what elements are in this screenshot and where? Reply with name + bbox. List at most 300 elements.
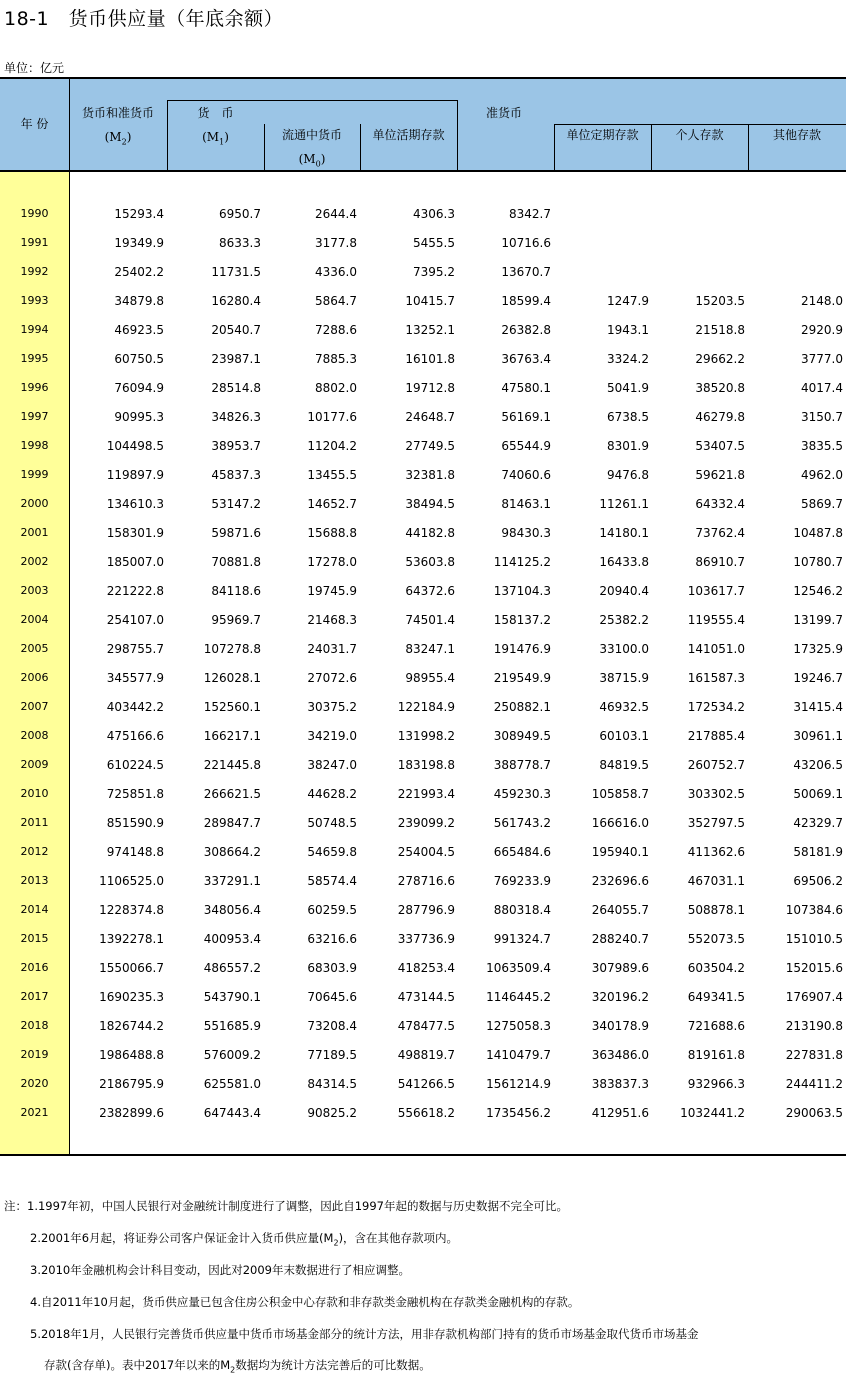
cell-m0: 13455.5 xyxy=(307,468,357,482)
row-year: 1992 xyxy=(20,265,49,278)
cell-quasi: 65544.9 xyxy=(501,439,551,453)
cell-time-dep: 264055.7 xyxy=(591,903,649,917)
cell-m2: 345577.9 xyxy=(106,671,164,685)
cell-demand: 278716.6 xyxy=(397,874,455,888)
cell-m1: 543790.1 xyxy=(203,990,261,1004)
row-year: 2001 xyxy=(20,526,49,539)
cell-quasi: 308949.5 xyxy=(493,729,551,743)
header-bottom-rule xyxy=(0,170,846,172)
cell-m2: 185007.0 xyxy=(106,555,164,569)
cell-time-dep: 38715.9 xyxy=(599,671,649,685)
cell-other: 244411.2 xyxy=(785,1077,843,1091)
row-year: 1995 xyxy=(20,352,49,365)
cell-m2: 1392278.1 xyxy=(99,932,164,946)
row-year: 1997 xyxy=(20,410,49,423)
cell-quasi: 114125.2 xyxy=(493,555,551,569)
row-year: 2010 xyxy=(20,787,49,800)
cell-demand: 337736.9 xyxy=(397,932,455,946)
cell-m0: 11204.2 xyxy=(307,439,357,453)
cell-m0: 24031.7 xyxy=(307,642,357,656)
cell-m1: 647443.4 xyxy=(203,1106,261,1120)
cell-demand: 473144.5 xyxy=(397,990,455,1004)
cell-other: 10780.7 xyxy=(793,555,843,569)
cell-other: 3835.5 xyxy=(801,439,843,453)
cell-m1: 28514.8 xyxy=(211,381,261,395)
cell-personal: 649341.5 xyxy=(687,990,745,1004)
cell-m0: 44628.2 xyxy=(307,787,357,801)
cell-time-dep: 9476.8 xyxy=(607,468,649,482)
cell-m2: 1228374.8 xyxy=(99,903,164,917)
cell-other: 2920.9 xyxy=(801,323,843,337)
row-year: 2014 xyxy=(20,903,49,916)
cell-m0: 54659.8 xyxy=(307,845,357,859)
cell-personal: 172534.2 xyxy=(687,700,745,714)
cell-quasi: 18599.4 xyxy=(501,294,551,308)
cell-m0: 7885.3 xyxy=(315,352,357,366)
cell-m1: 70881.8 xyxy=(211,555,261,569)
cell-m0: 30375.2 xyxy=(307,700,357,714)
cell-personal: 303302.5 xyxy=(687,787,745,801)
cell-personal: 411362.6 xyxy=(687,845,745,859)
cell-demand: 131998.2 xyxy=(397,729,455,743)
cell-demand: 32381.8 xyxy=(405,468,455,482)
header-rule-m1 xyxy=(167,100,457,101)
cell-demand: 183198.8 xyxy=(397,758,455,772)
cell-m2: 158301.9 xyxy=(106,526,164,540)
cell-m1: 45837.3 xyxy=(211,468,261,482)
cell-m1: 38953.7 xyxy=(211,439,261,453)
cell-m1: 266621.5 xyxy=(203,787,261,801)
cell-m0: 10177.6 xyxy=(307,410,357,424)
cell-time-dep: 1247.9 xyxy=(607,294,649,308)
cell-other: 5869.7 xyxy=(801,497,843,511)
cell-m1: 551685.9 xyxy=(203,1019,261,1033)
cell-m2: 60750.5 xyxy=(114,352,164,366)
cell-time-dep: 363486.0 xyxy=(591,1048,649,1062)
row-year: 1991 xyxy=(20,236,49,249)
cell-m2: 2186795.9 xyxy=(99,1077,164,1091)
cell-other: 213190.8 xyxy=(785,1019,843,1033)
cell-time-dep: 46932.5 xyxy=(599,700,649,714)
cell-quasi: 13670.7 xyxy=(501,265,551,279)
cell-other: 43206.5 xyxy=(793,758,843,772)
row-year: 1996 xyxy=(20,381,49,394)
cell-personal: 932966.3 xyxy=(687,1077,745,1091)
cell-m0: 58574.4 xyxy=(307,874,357,888)
cell-m2: 134610.3 xyxy=(106,497,164,511)
cell-time-dep: 166616.0 xyxy=(591,816,649,830)
cell-m0: 2644.4 xyxy=(315,207,357,221)
row-year: 2016 xyxy=(20,961,49,974)
cell-personal: 260752.7 xyxy=(687,758,745,772)
cell-other: 4962.0 xyxy=(801,468,843,482)
cell-m1: 8633.3 xyxy=(219,236,261,250)
cell-m0: 73208.4 xyxy=(307,1019,357,1033)
cell-time-dep: 25382.2 xyxy=(599,613,649,627)
row-year: 2020 xyxy=(20,1077,49,1090)
cell-personal: 73762.4 xyxy=(695,526,745,540)
cell-other: 152015.6 xyxy=(785,961,843,975)
header-divider-quasi xyxy=(457,100,458,171)
cell-m0: 17278.0 xyxy=(307,555,357,569)
cell-demand: 10415.7 xyxy=(405,294,455,308)
row-year: 2008 xyxy=(20,729,49,742)
cell-personal: 59621.8 xyxy=(695,468,745,482)
cell-m1: 152560.1 xyxy=(203,700,261,714)
unit-label: 单位：亿元 xyxy=(4,61,65,75)
cell-m2: 1550066.7 xyxy=(99,961,164,975)
cell-demand: 53603.8 xyxy=(405,555,455,569)
cell-time-dep: 20940.4 xyxy=(599,584,649,598)
note-1: 注：1.1997年初，中国人民银行对金融统计制度进行了调整，因此自1997年起的数据与历史数据不完全可比。 xyxy=(4,1199,569,1213)
cell-quasi: 26382.8 xyxy=(501,323,551,337)
cell-quasi: 1146445.2 xyxy=(486,990,551,1004)
cell-quasi: 158137.2 xyxy=(493,613,551,627)
cell-m2: 34879.8 xyxy=(114,294,164,308)
cell-personal: 46279.8 xyxy=(695,410,745,424)
cell-quasi: 191476.9 xyxy=(493,642,551,656)
cell-m0: 50748.5 xyxy=(307,816,357,830)
cell-personal: 86910.7 xyxy=(695,555,745,569)
cell-quasi: 74060.6 xyxy=(501,468,551,482)
cell-m2: 221222.8 xyxy=(106,584,164,598)
cell-demand: 4306.3 xyxy=(413,207,455,221)
cell-m2: 15293.4 xyxy=(114,207,164,221)
cell-demand: 44182.8 xyxy=(405,526,455,540)
row-year: 2000 xyxy=(20,497,49,510)
cell-other: 42329.7 xyxy=(793,816,843,830)
cell-time-dep: 33100.0 xyxy=(599,642,649,656)
cell-time-dep: 288240.7 xyxy=(591,932,649,946)
cell-m1: 348056.4 xyxy=(203,903,261,917)
cell-other: 3777.0 xyxy=(801,352,843,366)
cell-m1: 23987.1 xyxy=(211,352,261,366)
cell-quasi: 98430.3 xyxy=(501,526,551,540)
cell-other: 10487.8 xyxy=(793,526,843,540)
cell-quasi: 36763.4 xyxy=(501,352,551,366)
cell-m0: 4336.0 xyxy=(315,265,357,279)
cell-demand: 478477.5 xyxy=(397,1019,455,1033)
cell-demand: 74501.4 xyxy=(405,613,455,627)
cell-m1: 289847.7 xyxy=(203,816,261,830)
cell-m1: 20540.7 xyxy=(211,323,261,337)
cell-m2: 76094.9 xyxy=(114,381,164,395)
cell-personal: 38520.8 xyxy=(695,381,745,395)
header-m2: 货币和准货币 xyxy=(81,106,154,120)
cell-quasi: 459230.3 xyxy=(493,787,551,801)
cell-m0: 60259.5 xyxy=(307,903,357,917)
cell-m2: 90995.3 xyxy=(114,410,164,424)
cell-other: 176907.4 xyxy=(785,990,843,1004)
cell-quasi: 665484.6 xyxy=(493,845,551,859)
cell-m2: 19349.9 xyxy=(114,236,164,250)
cell-time-dep: 383837.3 xyxy=(591,1077,649,1091)
cell-time-dep: 5041.9 xyxy=(607,381,649,395)
cell-m0: 63216.6 xyxy=(307,932,357,946)
row-year: 2021 xyxy=(20,1106,49,1119)
cell-m1: 576009.2 xyxy=(203,1048,261,1062)
cell-time-dep: 11261.1 xyxy=(599,497,649,511)
cell-demand: 254004.5 xyxy=(397,845,455,859)
cell-other: 17325.9 xyxy=(793,642,843,656)
cell-m0: 3177.8 xyxy=(315,236,357,250)
cell-quasi: 10716.6 xyxy=(501,236,551,250)
cell-demand: 556618.2 xyxy=(397,1106,455,1120)
cell-m0: 70645.6 xyxy=(307,990,357,1004)
row-year: 2015 xyxy=(20,932,49,945)
cell-quasi: 880318.4 xyxy=(493,903,551,917)
cell-personal: 64332.4 xyxy=(695,497,745,511)
cell-demand: 221993.4 xyxy=(397,787,455,801)
cell-personal: 1032441.2 xyxy=(680,1106,745,1120)
cell-m2: 725851.8 xyxy=(106,787,164,801)
cell-other: 227831.8 xyxy=(785,1048,843,1062)
row-year: 2005 xyxy=(20,642,49,655)
cell-m0: 14652.7 xyxy=(307,497,357,511)
cell-quasi: 388778.7 xyxy=(493,758,551,772)
cell-time-dep: 8301.9 xyxy=(607,439,649,453)
cell-time-dep: 232696.6 xyxy=(591,874,649,888)
cell-other: 2148.0 xyxy=(801,294,843,308)
cell-m1: 486557.2 xyxy=(203,961,261,975)
cell-m2: 2382899.6 xyxy=(99,1106,164,1120)
cell-time-dep: 195940.1 xyxy=(591,845,649,859)
cell-m2: 851590.9 xyxy=(106,816,164,830)
cell-m0: 5864.7 xyxy=(315,294,357,308)
cell-demand: 498819.7 xyxy=(397,1048,455,1062)
cell-m2: 1690235.3 xyxy=(99,990,164,1004)
cell-quasi: 1275058.3 xyxy=(486,1019,551,1033)
cell-m2: 403442.2 xyxy=(106,700,164,714)
cell-m2: 104498.5 xyxy=(106,439,164,453)
cell-time-dep: 14180.1 xyxy=(599,526,649,540)
cell-m1: 400953.4 xyxy=(203,932,261,946)
cell-other: 19246.7 xyxy=(793,671,843,685)
cell-other: 151010.5 xyxy=(785,932,843,946)
cell-m2: 254107.0 xyxy=(106,613,164,627)
cell-other: 31415.4 xyxy=(793,700,843,714)
cell-m2: 119897.9 xyxy=(106,468,164,482)
cell-m1: 6950.7 xyxy=(219,207,261,221)
cell-demand: 122184.9 xyxy=(397,700,455,714)
cell-demand: 19712.8 xyxy=(405,381,455,395)
cell-demand: 287796.9 xyxy=(397,903,455,917)
cell-m1: 34826.3 xyxy=(211,410,261,424)
cell-other: 12546.2 xyxy=(793,584,843,598)
cell-quasi: 8342.7 xyxy=(509,207,551,221)
row-year: 2013 xyxy=(20,874,49,887)
cell-personal: 15203.5 xyxy=(695,294,745,308)
cell-m1: 308664.2 xyxy=(203,845,261,859)
cell-m1: 84118.6 xyxy=(211,584,261,598)
cell-quasi: 47580.1 xyxy=(501,381,551,395)
cell-time-dep: 340178.9 xyxy=(591,1019,649,1033)
year-column-divider xyxy=(69,78,70,1155)
cell-personal: 603504.2 xyxy=(687,961,745,975)
cell-m0: 34219.0 xyxy=(307,729,357,743)
cell-m1: 166217.1 xyxy=(203,729,261,743)
row-year: 1993 xyxy=(20,294,49,307)
cell-m1: 107278.8 xyxy=(203,642,261,656)
row-year: 2019 xyxy=(20,1048,49,1061)
header-demand-deposits: 单位活期存款 xyxy=(372,128,445,142)
cell-other: 30961.1 xyxy=(793,729,843,743)
cell-m1: 53147.2 xyxy=(211,497,261,511)
cell-m2: 1106525.0 xyxy=(99,874,164,888)
cell-personal: 552073.5 xyxy=(687,932,745,946)
cell-demand: 27749.5 xyxy=(405,439,455,453)
cell-personal: 721688.6 xyxy=(687,1019,745,1033)
cell-other: 290063.5 xyxy=(785,1106,843,1120)
header-m2-symbol: $(M_2)$ xyxy=(104,130,132,147)
cell-other: 50069.1 xyxy=(793,787,843,801)
cell-m2: 610224.5 xyxy=(106,758,164,772)
cell-time-dep: 105858.7 xyxy=(591,787,649,801)
cell-demand: 7395.2 xyxy=(413,265,455,279)
cell-other: 107384.6 xyxy=(785,903,843,917)
cell-time-dep: 412951.6 xyxy=(591,1106,649,1120)
cell-time-dep: 84819.5 xyxy=(599,758,649,772)
cell-m1: 16280.4 xyxy=(211,294,261,308)
cell-time-dep: 60103.1 xyxy=(599,729,649,743)
cell-m1: 11731.5 xyxy=(211,265,261,279)
cell-quasi: 561743.2 xyxy=(493,816,551,830)
cell-personal: 29662.2 xyxy=(695,352,745,366)
cell-quasi: 81463.1 xyxy=(501,497,551,511)
cell-personal: 217885.4 xyxy=(687,729,745,743)
cell-other: 4017.4 xyxy=(801,381,843,395)
cell-personal: 508878.1 xyxy=(687,903,745,917)
cell-m2: 475166.6 xyxy=(106,729,164,743)
cell-m1: 221445.8 xyxy=(203,758,261,772)
cell-demand: 83247.1 xyxy=(405,642,455,656)
cell-m0: 84314.5 xyxy=(307,1077,357,1091)
cell-quasi: 1735456.2 xyxy=(486,1106,551,1120)
row-year: 2002 xyxy=(20,555,49,568)
cell-m0: 8802.0 xyxy=(315,381,357,395)
cell-m2: 46923.5 xyxy=(114,323,164,337)
cell-quasi: 1063509.4 xyxy=(486,961,551,975)
cell-time-dep: 320196.2 xyxy=(591,990,649,1004)
row-year: 1998 xyxy=(20,439,49,452)
cell-other: 58181.9 xyxy=(793,845,843,859)
cell-other: 69506.2 xyxy=(793,874,843,888)
cell-personal: 352797.5 xyxy=(687,816,745,830)
row-year: 2017 xyxy=(20,990,49,1003)
header-quasi-money: 准货币 xyxy=(486,106,523,120)
cell-demand: 16101.8 xyxy=(405,352,455,366)
cell-personal: 161587.3 xyxy=(687,671,745,685)
cell-m1: 126028.1 xyxy=(203,671,261,685)
cell-m0: 19745.9 xyxy=(307,584,357,598)
cell-demand: 5455.5 xyxy=(413,236,455,250)
cell-time-dep: 6738.5 xyxy=(607,410,649,424)
cell-demand: 38494.5 xyxy=(405,497,455,511)
cell-personal: 141051.0 xyxy=(687,642,745,656)
table-top-rule xyxy=(0,77,846,79)
year-column-background xyxy=(0,171,69,1154)
header-m0: 流通中货币 xyxy=(281,128,342,142)
cell-m0: 90825.2 xyxy=(307,1106,357,1120)
cell-m1: 337291.1 xyxy=(203,874,261,888)
note-4: 4.自2011年10月起，货币供应量已包含住房公积金中心存款和非存款类金融机构在存款类金融机构的存款。 xyxy=(30,1295,580,1309)
table-bottom-rule xyxy=(0,1154,846,1156)
cell-demand: 13252.1 xyxy=(405,323,455,337)
cell-quasi: 56169.1 xyxy=(501,410,551,424)
cell-m0: 68303.9 xyxy=(307,961,357,975)
header-personal-deposits: 个人存款 xyxy=(675,128,724,142)
cell-m0: 15688.8 xyxy=(307,526,357,540)
header-m1-symbol: $(M_1)$ xyxy=(202,130,229,147)
note-5: 5.2018年1月，人民银行完善货币供应量中货币市场基金部分的统计方法，用非存款机构部门持有的货币市场基金取代货币市场基金 xyxy=(30,1327,699,1341)
cell-m2: 25402.2 xyxy=(114,265,164,279)
row-year: 2004 xyxy=(20,613,49,626)
cell-time-dep: 3324.2 xyxy=(607,352,649,366)
row-year: 2007 xyxy=(20,700,49,713)
cell-m2: 1986488.8 xyxy=(99,1048,164,1062)
note-2: 2.2001年6月起，将证券公司客户保证金计入货币供应量$(M_2)$，含在其他存款项内。 xyxy=(30,1231,459,1248)
cell-m1: 625581.0 xyxy=(203,1077,261,1091)
cell-m1: 59871.6 xyxy=(211,526,261,540)
row-year: 1990 xyxy=(20,207,49,220)
cell-personal: 103617.7 xyxy=(687,584,745,598)
cell-time-dep: 307989.6 xyxy=(591,961,649,975)
row-year: 2009 xyxy=(20,758,49,771)
header-other-deposits: 其他存款 xyxy=(772,128,821,142)
row-year: 2018 xyxy=(20,1019,49,1032)
cell-demand: 98955.4 xyxy=(405,671,455,685)
header-year: 年 份 xyxy=(20,117,49,131)
note-5-continued: 存款(含存单)。表中2017年以来的$M_2$数据均为统计方法完善后的可比数据。 xyxy=(44,1358,431,1375)
cell-m2: 1826744.2 xyxy=(99,1019,164,1033)
cell-personal: 119555.4 xyxy=(687,613,745,627)
cell-time-dep: 16433.8 xyxy=(599,555,649,569)
cell-personal: 467031.1 xyxy=(687,874,745,888)
cell-demand: 24648.7 xyxy=(405,410,455,424)
cell-m0: 21468.3 xyxy=(307,613,357,627)
header-m1: 货 币 xyxy=(197,106,234,120)
row-year: 2003 xyxy=(20,584,49,597)
cell-personal: 819161.8 xyxy=(687,1048,745,1062)
row-year: 1994 xyxy=(20,323,49,336)
cell-quasi: 219549.9 xyxy=(493,671,551,685)
header-rule-quasi xyxy=(554,124,846,125)
cell-m0: 7288.6 xyxy=(315,323,357,337)
cell-quasi: 1410479.7 xyxy=(486,1048,551,1062)
cell-other: 3150.7 xyxy=(801,410,843,424)
cell-m2: 974148.8 xyxy=(106,845,164,859)
cell-m0: 27072.6 xyxy=(307,671,357,685)
cell-quasi: 769233.9 xyxy=(493,874,551,888)
cell-personal: 21518.8 xyxy=(695,323,745,337)
cell-time-dep: 1943.1 xyxy=(607,323,649,337)
cell-m0: 38247.0 xyxy=(307,758,357,772)
header-m0-symbol: $(M_0)$ xyxy=(298,152,326,169)
row-year: 2012 xyxy=(20,845,49,858)
row-year: 1999 xyxy=(20,468,49,481)
header-time-deposits: 单位定期存款 xyxy=(566,128,639,142)
cell-quasi: 1561214.9 xyxy=(486,1077,551,1091)
row-year: 2006 xyxy=(20,671,49,684)
cell-m2: 298755.7 xyxy=(106,642,164,656)
cell-quasi: 250882.1 xyxy=(493,700,551,714)
cell-demand: 418253.4 xyxy=(397,961,455,975)
page-title: 18-1 货币供应量（年底余额） xyxy=(4,8,284,30)
cell-demand: 541266.5 xyxy=(397,1077,455,1091)
note-3: 3.2010年金融机构会计科目变动，因此对2009年末数据进行了相应调整。 xyxy=(30,1263,411,1277)
cell-quasi: 137104.3 xyxy=(493,584,551,598)
cell-demand: 239099.2 xyxy=(397,816,455,830)
